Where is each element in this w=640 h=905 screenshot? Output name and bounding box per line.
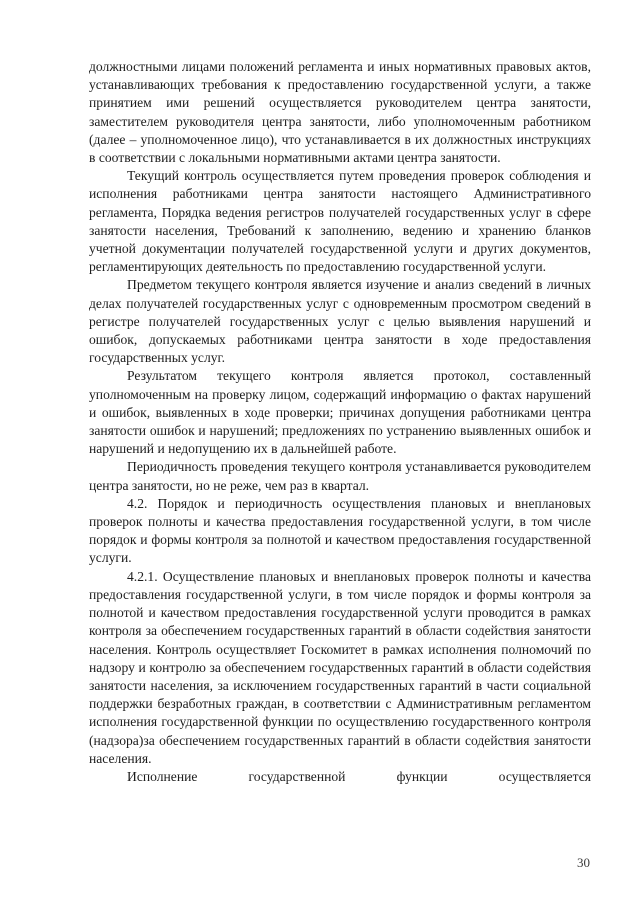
page-number: 30 <box>577 855 590 870</box>
paragraph-control-subject: Предметом текущего контроля является изучение и анализ сведений в личных делах получателей государственных услуг с одновременным просмотром сведений в регистре получателей государственных услуг с целью выявления нарушений и ошибок, допускаемых работниками центра занятости в ходе предоставления государственных услуг. <box>89 277 591 366</box>
paragraph-control-result: Результатом текущего контроля является протокол, составленный уполномоченным на проверку лицом, содержащий информацию о фактах нарушений и ошибок, выявленных в ходе проверки; причинах допущения работниками центра занятости ошибок и нарушений; предложениях по устранению выявленных ошибок и нарушений и недопущению их в дальнейшей работе. <box>89 368 591 457</box>
paragraph-section-4-2: 4.2. Порядок и периодичность осуществления плановых и внеплановых проверок полноты и качества предоставления государственной услуги, в том числе порядок и формы контроля за полнотой и качеством предоставления государственной услуги. <box>89 495 591 566</box>
paragraph-current-control: Текущий контроль осуществляется путем проведения проверок соблюдения и исполнения работниками центра занятости настоящего Административного регламента, Порядка ведения регистров получателей государственных услуг в сфере занятости населения, Требований к заполнению, ведению и хранению бланков учетной документации получателей государственной услуги и других документов, регламентирующих деятельность по предоставлению государственной услуги. <box>89 168 591 275</box>
paragraph-section-4-2-1: 4.2.1. Осуществление плановых и внеплановых проверок полноты и качества предоставления государственной услуги, в том числе порядок и формы контроля за полнотой и качеством предоставления государственной услуги проводится в рамках контроля за обеспечением государственных гарантий в области содействия занятости населения. Контроль осуществляет Госкомитет в рамках исполнения полномочий по надзору и контролю за обеспечением государственных гарантий в области содействия занятости населения, за исключением государственных гарантий в части социальной поддержки безработных граждан, в соответствии с Административным регламентом исполнения государственной функции по осуществлению государственного контроля (надзора)за обеспечением государственных гарантий в области содействия занятости населения. <box>89 568 591 766</box>
paragraph-control-frequency: Периодичность проведения текущего контроля устанавливается руководителем центра занятости, но не реже, чем раз в квартал. <box>89 459 591 493</box>
paragraph-function-execution: Исполнение государственной функции осуществляется <box>127 768 591 784</box>
paragraph-continuation: должностными лицами положений регламента и иных нормативных правовых актов, устанавливающих требования к предоставлению государственной услуги, а также принятием ими решений осуществляется руководителем центра занятости, заместителем руководителя центра занятости, либо уполномоченным работником (далее – уполномоченное лицо), что устанавливается в их должностных инструкциях в соответствии с локальными нормативными актами центра занятости. <box>89 59 591 166</box>
document-body <box>89 58 591 786</box>
